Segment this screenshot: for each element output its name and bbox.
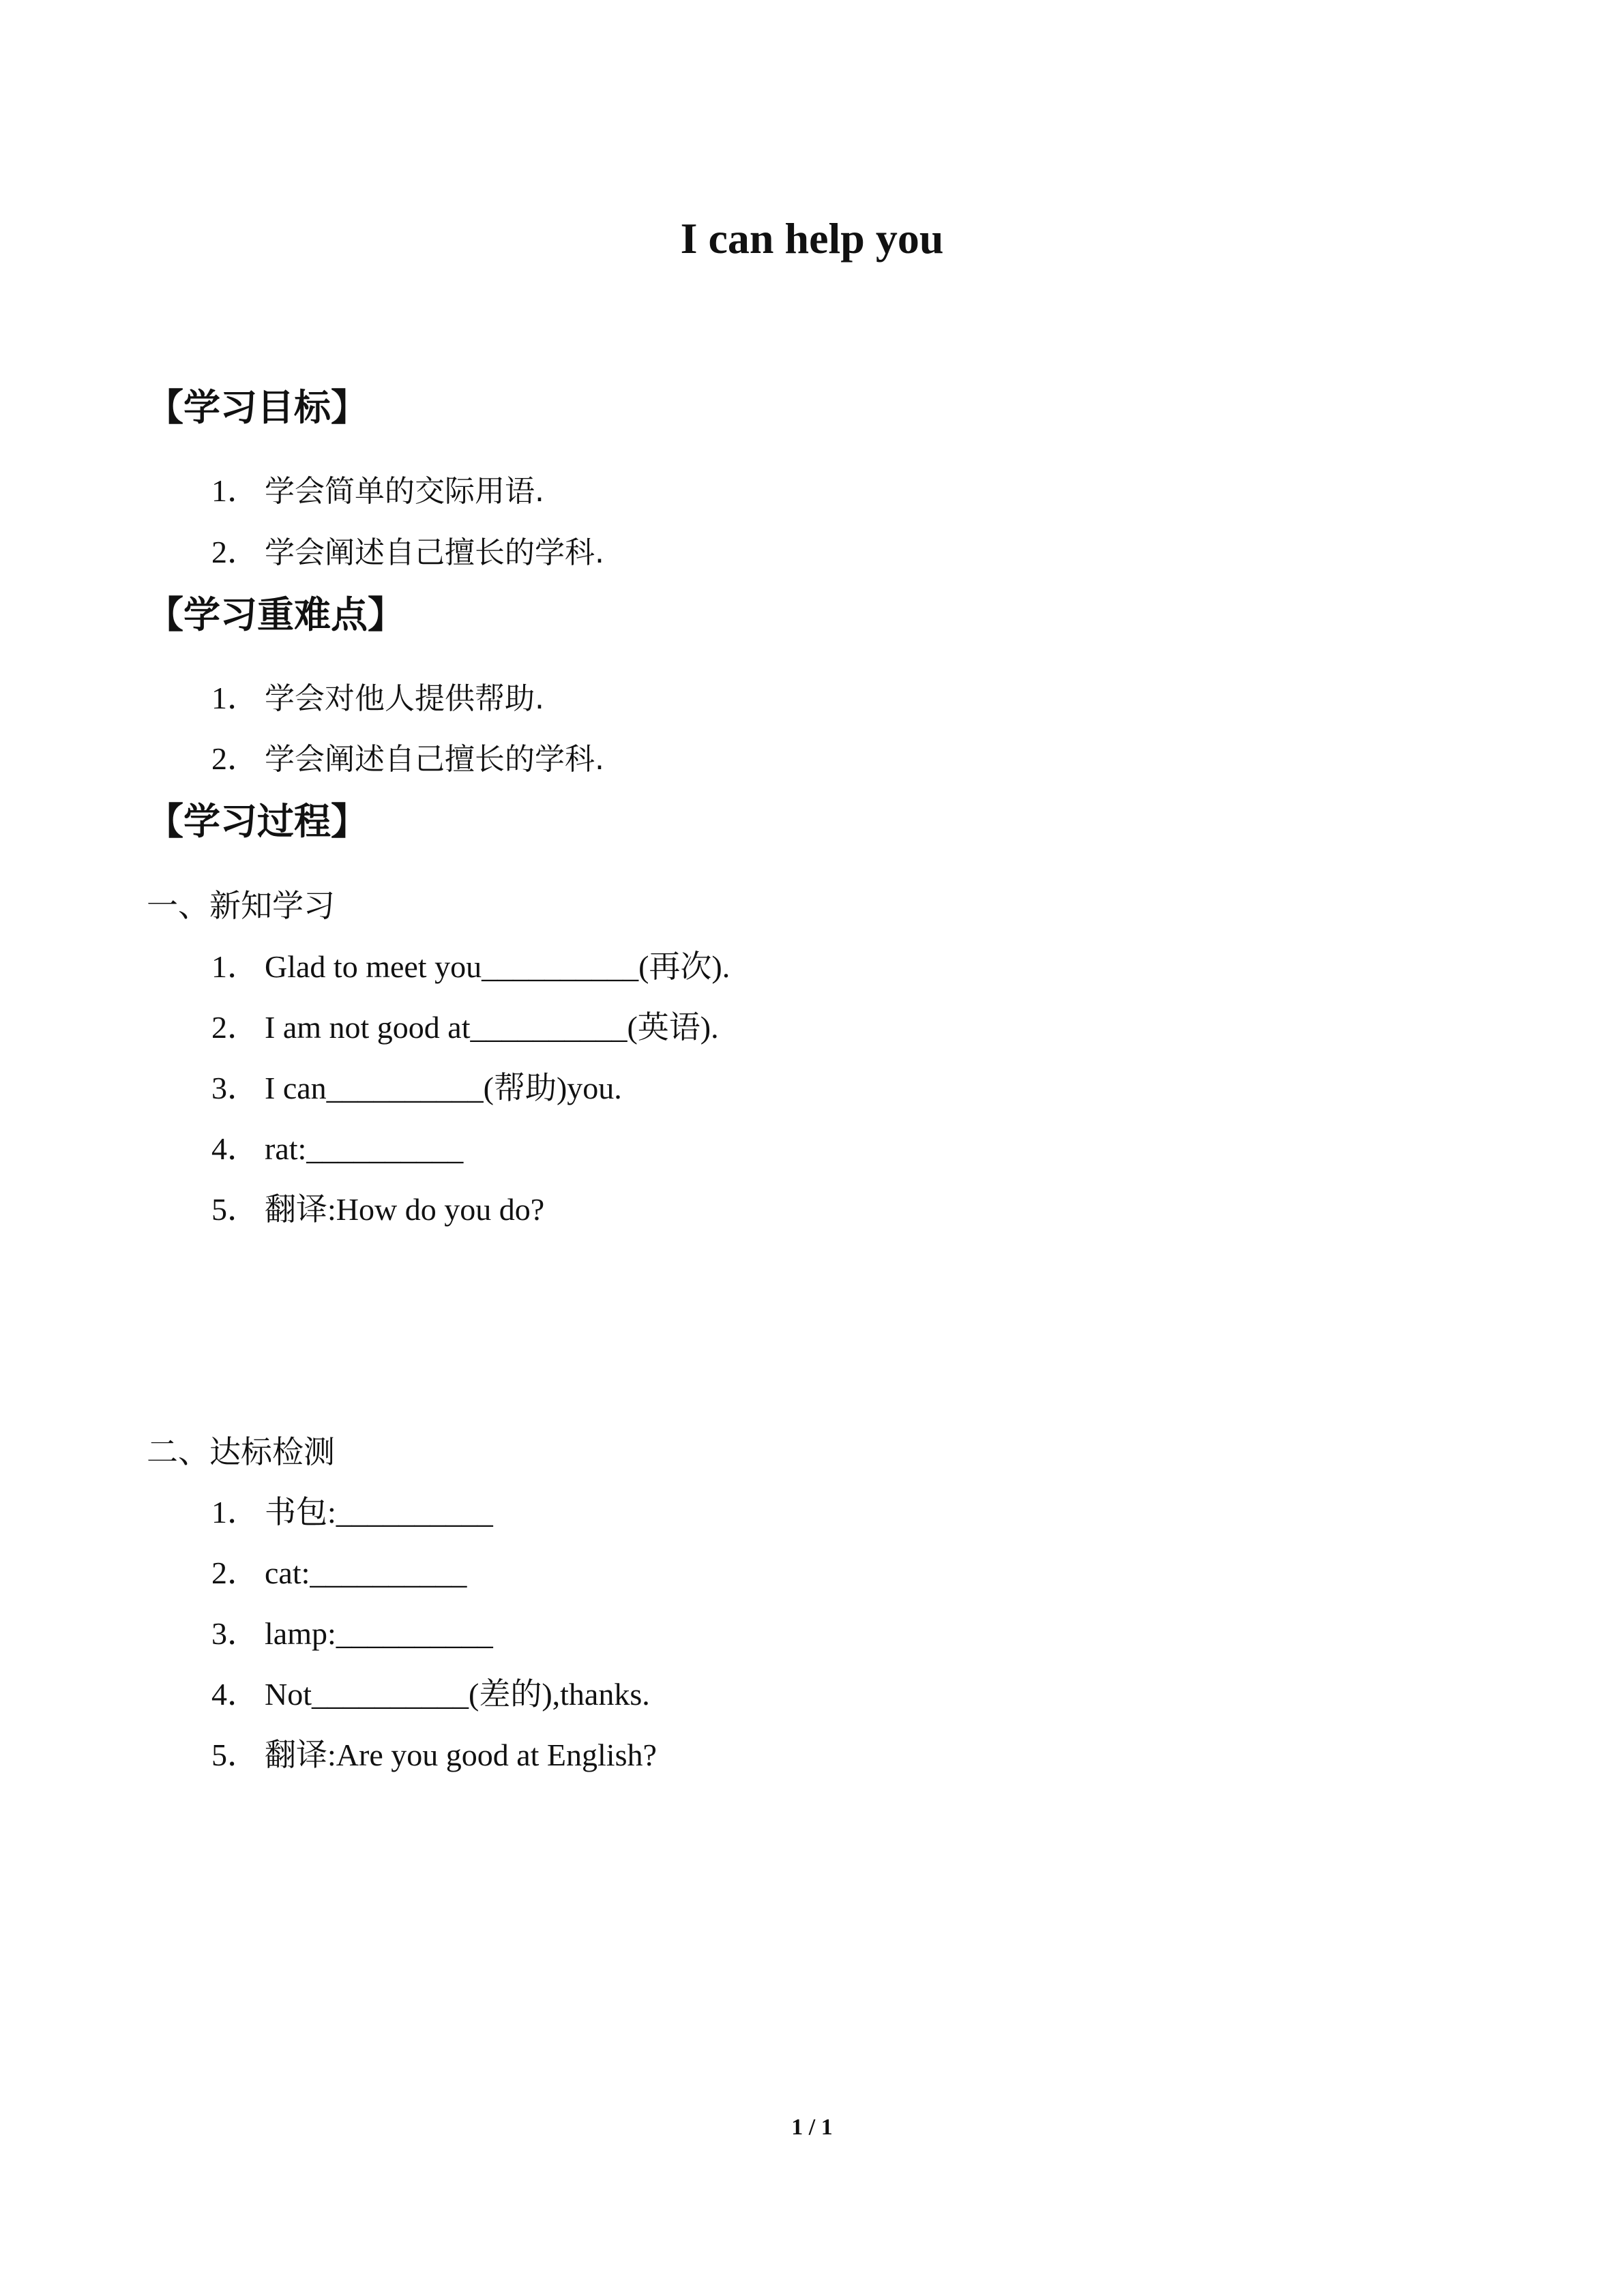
item-number: 4． bbox=[211, 1677, 259, 1712]
item-text: I can__________(帮助)you. bbox=[265, 1071, 622, 1105]
exercise-item bbox=[211, 1673, 650, 1716]
objective-item bbox=[211, 531, 604, 575]
item-text: 翻译:How do you do? bbox=[265, 1192, 545, 1227]
item-number: 5． bbox=[211, 1192, 259, 1227]
exercise-item bbox=[211, 1006, 719, 1049]
item-number: 2． bbox=[211, 535, 259, 569]
item-text: I am not good at__________(英语). bbox=[265, 1010, 719, 1045]
item-text: 学会阐述自己擅长的学科. bbox=[265, 535, 604, 570]
exercise-item bbox=[211, 1551, 467, 1595]
item-text: Glad to meet you__________(再次). bbox=[265, 949, 730, 984]
item-text: Not__________(差的),thanks. bbox=[265, 1677, 650, 1712]
key-points-heading: 【学习重难点】 bbox=[147, 593, 404, 636]
item-number: 3． bbox=[211, 1616, 259, 1651]
item-number: 5． bbox=[211, 1738, 259, 1772]
exercise-item bbox=[211, 1188, 544, 1232]
item-number: 2． bbox=[211, 741, 259, 776]
item-text: lamp:__________ bbox=[265, 1616, 493, 1651]
key-point-item bbox=[211, 737, 604, 781]
item-text: 学会简单的交际用语. bbox=[265, 474, 544, 509]
exercise-item bbox=[211, 1127, 463, 1171]
exercise-item bbox=[211, 1733, 657, 1777]
item-text: 学会阐述自己擅长的学科. bbox=[265, 742, 604, 777]
item-text: 学会对他人提供帮助. bbox=[265, 681, 544, 716]
item-number: 2． bbox=[211, 1010, 259, 1045]
item-number: 1． bbox=[211, 1495, 259, 1530]
objective-item bbox=[211, 469, 544, 513]
exercise-item bbox=[211, 1612, 493, 1656]
item-number: 1． bbox=[211, 949, 259, 984]
page-title: I can help you bbox=[680, 214, 944, 263]
item-text: rat:__________ bbox=[265, 1131, 464, 1166]
page-number: 1 / 1 bbox=[791, 2115, 833, 2140]
exercise-item bbox=[211, 945, 730, 989]
item-number: 1． bbox=[211, 473, 259, 508]
exercise-item bbox=[211, 1491, 493, 1534]
exercise-item bbox=[211, 1067, 622, 1110]
item-text: cat:__________ bbox=[265, 1555, 467, 1590]
item-number: 3． bbox=[211, 1071, 259, 1105]
item-number: 4． bbox=[211, 1131, 259, 1166]
assessment-title: 二、达标检测 bbox=[147, 1433, 335, 1470]
new-learning-title: 一、新知学习 bbox=[147, 887, 335, 924]
objectives-heading: 【学习目标】 bbox=[147, 386, 368, 429]
key-point-item bbox=[211, 676, 544, 721]
item-number: 1． bbox=[211, 681, 259, 715]
process-heading: 【学习过程】 bbox=[147, 800, 368, 843]
item-number: 2． bbox=[211, 1555, 259, 1590]
item-text: 书包:__________ bbox=[265, 1495, 493, 1530]
item-text: 翻译:Are you good at English? bbox=[265, 1738, 657, 1772]
